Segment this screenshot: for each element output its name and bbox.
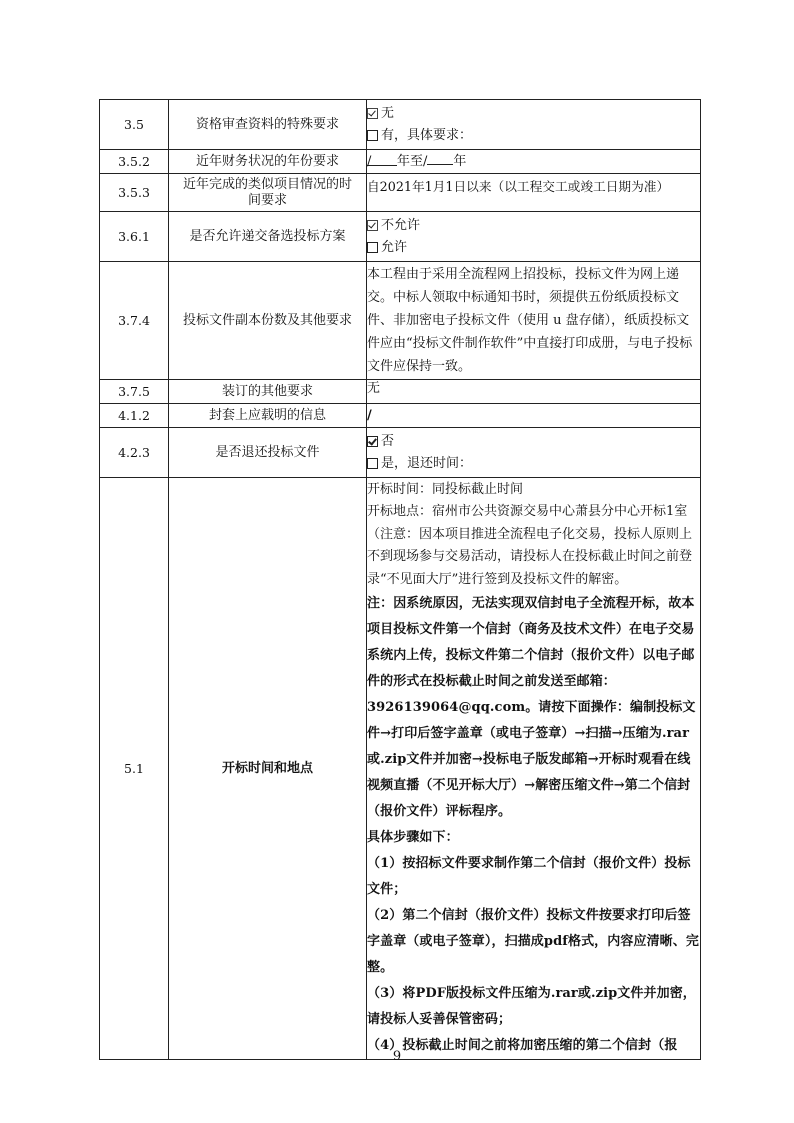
clause-item: 近年完成的类似项目情况的时间要求 — [169, 174, 367, 212]
clause-item: 开标时间和地点 — [169, 478, 367, 1060]
option-yes — [367, 125, 700, 147]
steps-heading: 具体步骤如下： — [367, 830, 459, 845]
year-to-label: 年 — [453, 154, 467, 169]
clause-number: 3.5.3 — [100, 174, 169, 212]
clause-number: 3.5 — [100, 100, 169, 150]
table-row — [100, 380, 701, 404]
clause-number: 3.7.4 — [100, 262, 169, 380]
clause-number: 3.5.2 — [100, 150, 169, 174]
table-row — [100, 100, 701, 150]
clause-number: 3.6.1 — [100, 212, 169, 262]
option-label: 不允许 — [381, 217, 421, 233]
table-row — [100, 428, 701, 478]
clause-value: / — [367, 404, 701, 428]
unchecked-box-icon — [367, 130, 378, 141]
table-row — [100, 174, 701, 212]
clause-value — [367, 100, 701, 150]
option-label: 有，具体要求： — [381, 127, 473, 143]
clause-item: 资格审查资料的特殊要求 — [169, 100, 367, 150]
opening-time: 开标时间：同投标截止时间 — [367, 482, 524, 497]
option-none — [367, 103, 700, 125]
checked-box-icon — [367, 108, 378, 119]
table-row — [100, 478, 701, 1060]
page-number: 9 — [392, 1049, 402, 1064]
option-label: 是，退还时间： — [381, 455, 473, 471]
option-not-allowed — [367, 215, 700, 237]
option-label: 允许 — [381, 239, 408, 255]
year-from-label: 年至/ — [397, 154, 428, 169]
clause-value — [367, 478, 701, 1060]
clause-number: 5.1 — [100, 478, 169, 1060]
unchecked-box-icon — [367, 242, 378, 253]
clause-number: 4.2.3 — [100, 428, 169, 478]
clause-item: 是否允许递交备选投标方案 — [169, 212, 367, 262]
clause-value — [367, 150, 701, 174]
option-no — [367, 431, 700, 453]
bid-data-table — [99, 99, 701, 1060]
option-label: 无 — [381, 105, 395, 121]
year-from-blank — [367, 151, 397, 169]
clause-item: 封套上应载明的信息 — [169, 404, 367, 428]
option-allowed — [367, 237, 700, 259]
clause-number: 4.1.2 — [100, 404, 169, 428]
option-yes-return — [367, 453, 700, 475]
clause-item: 近年财务状况的年份要求 — [169, 150, 367, 174]
step-3: （3）将PDF版投标文件压缩为.rar或.zip文件并加密，请投标人妥善保管密码； — [367, 986, 696, 1027]
clause-value — [367, 212, 701, 262]
blank-slash: / — [367, 154, 372, 169]
bold-notes — [367, 591, 700, 1059]
clause-value — [367, 428, 701, 478]
clause-item: 装订的其他要求 — [169, 380, 367, 404]
checked-box-icon — [367, 220, 378, 231]
note-paragraph: 注：因系统原因，无法实现双信封电子全流程开标，故本项目投标文件第一个信封（商务及技术文件）在电子交易系统内上传，投标文件第二个信封（报价文件）以电子邮件的形式在投标截止时间之前发送至邮箱：3926139064@qq.com。请按下面操作：编制投标文件→打印后签字盖章（或电子签章）→扫描→压缩为.rar或.zip文件并加密→投标电子版发邮箱→开标时观看在线视频直播（不见开标大厅）→解密压缩文件→第二个信封（报价文件）评标程序。 — [367, 596, 696, 819]
clause-item: 是否退还投标文件 — [169, 428, 367, 478]
step-4: （4）投标截止时间之前将加密压缩的第二个信封（报 — [367, 1038, 678, 1053]
clause-value: 无 — [367, 380, 701, 404]
clause-value: 自2021年1月1日以来（以工程交工或竣工日期为准） — [367, 174, 701, 212]
table-row — [100, 262, 701, 380]
step-2: （2）第二个信封（报价文件）投标文件按要求打印后签字盖章（或电子签章），扫描成pdf格式，内容应清晰、完整。 — [367, 908, 699, 975]
option-label: 否 — [381, 433, 395, 449]
step-1: （1）按招标文件要求制作第二个信封（报价文件）投标文件； — [367, 856, 691, 897]
clause-number: 3.7.5 — [100, 380, 169, 404]
opening-location: 开标地点：宿州市公共资源交易中心萧县分中心开标1室（注意：因本项目推进全流程电子化交易，投标人原则上不到现场参与交易活动，请投标人在投标截止时间之前登录“不见面大厅”进行签到及投标文件的解密。 — [367, 504, 693, 587]
checked-box-icon — [367, 436, 378, 447]
unchecked-box-icon — [367, 458, 378, 469]
table-row — [100, 404, 701, 428]
clause-item: 投标文件副本份数及其他要求 — [169, 262, 367, 380]
table-row — [100, 212, 701, 262]
clause-value: 本工程由于采用全流程网上招投标，投标文件为网上递交。中标人领取中标通知书时，须提供五份纸质投标文件、非加密电子投标文件（使用 u 盘存储），纸质投标文件应由“投标文件制作软件”中直接打印成册，与电子投标文件应保持一致。 — [367, 262, 701, 380]
table-row — [100, 150, 701, 174]
year-to-blank — [427, 150, 453, 165]
